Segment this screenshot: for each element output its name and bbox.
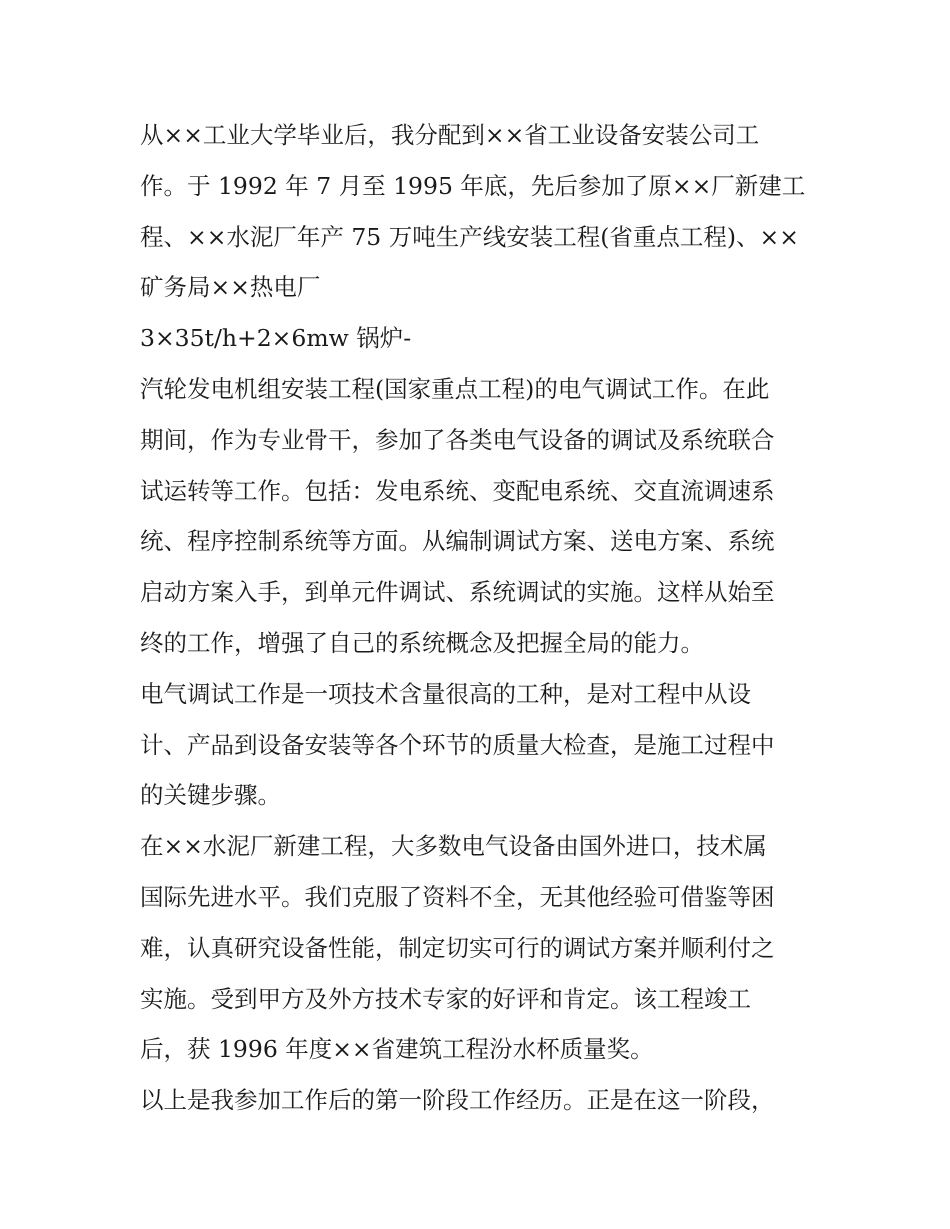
text-line: 在××水泥厂新建工程，大多数电气设备由国外进口，技术属 xyxy=(140,832,767,861)
body-text xyxy=(140,110,812,1126)
text-line: 期间，作为专业骨干，参加了各类电气设备的调试及系统联合 xyxy=(140,425,775,454)
text-line: 作。于 1992 年 7 月至 1995 年底，先后参加了原××厂新建工 xyxy=(140,171,806,200)
text-line: 国际先进水平。我们克服了资料不全，无其他经验可借鉴等困 xyxy=(140,882,775,911)
text-line: 难，认真研究设备性能，制定切实可行的调试方案并顺利付之 xyxy=(140,933,775,962)
text-line: 试运转等工作。包括：发电系统、变配电系统、交直流调速系 xyxy=(140,476,775,505)
text-line: 矿务局××热电厂 xyxy=(140,273,321,302)
text-line: 计、产品到设备安装等各个环节的质量大检查，是施工过程中 xyxy=(140,730,775,759)
text-line: 3×35t/h+2×6mw 锅炉- xyxy=(140,324,412,353)
text-line: 统、程序控制系统等方面。从编制调试方案、送电方案、系统 xyxy=(140,527,775,556)
text-line: 从××工业大学毕业后，我分配到××省工业设备安装公司工 xyxy=(140,121,760,149)
text-line: 启动方案入手，到单元件调试、系统调试的实施。这样从始至 xyxy=(140,578,775,607)
text-line: 的关键步骤。 xyxy=(140,781,281,810)
text-line: 程、××水泥厂年产 75 万吨生产线安装工程(省重点工程)、×× xyxy=(140,222,799,251)
text-line: 汽轮发电机组安装工程(国家重点工程)的电气调试工作。在此 xyxy=(140,374,770,403)
text-line: 后，获 1996 年度××省建筑工程汾水杯质量奖。 xyxy=(140,1035,654,1064)
text-line: 实施。受到甲方及外方技术专家的好评和肯定。该工程竣工 xyxy=(140,984,751,1013)
text-line: 电气调试工作是一项技术含量很高的工种，是对工程中从设 xyxy=(140,679,751,708)
text-line: 以上是我参加工作后的第一阶段工作经历。正是在这一阶段， xyxy=(140,1086,775,1115)
text-line: 终的工作，增强了自己的系统概念及把握全局的能力。 xyxy=(140,628,704,657)
